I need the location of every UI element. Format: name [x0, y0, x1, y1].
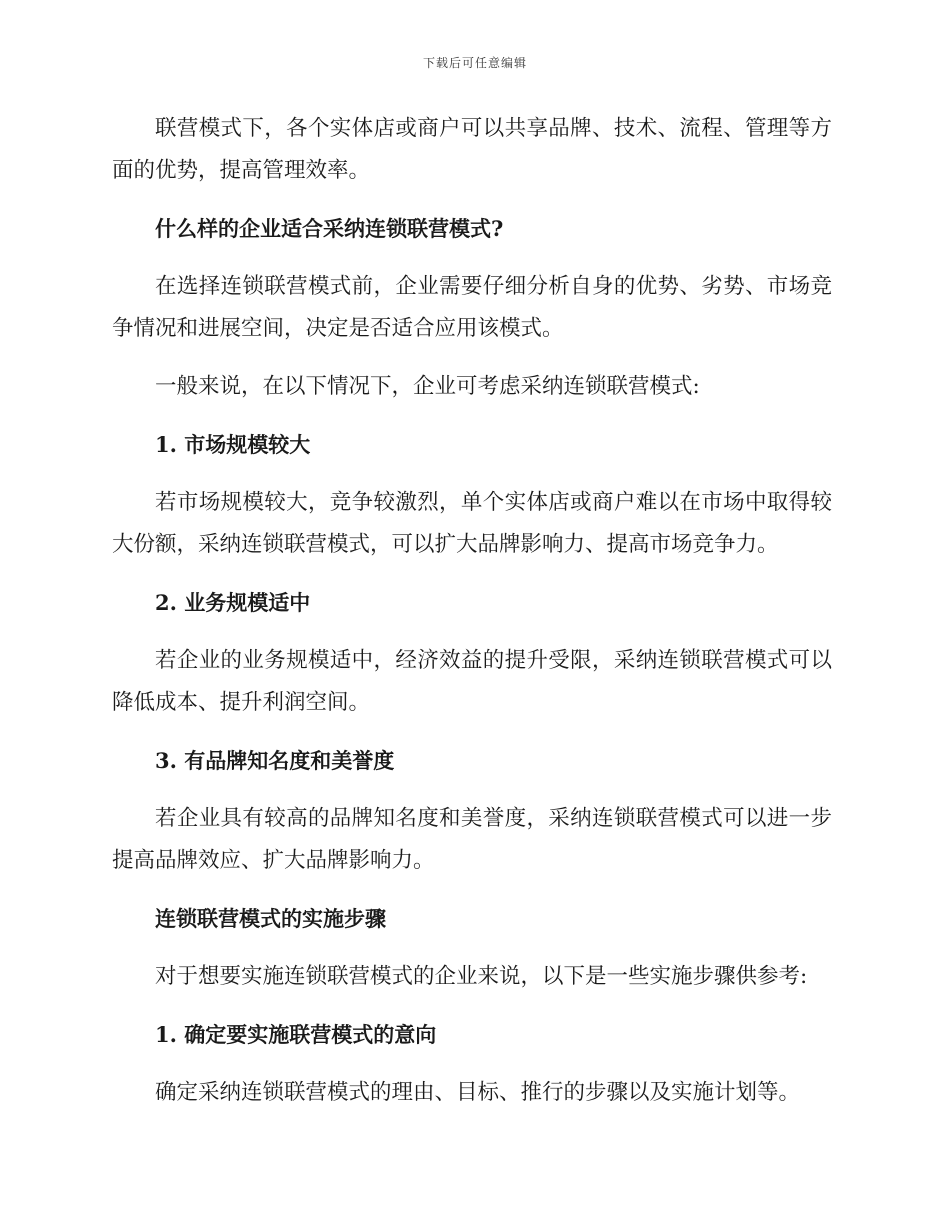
paragraph-brand-reputation: 若企业具有较高的品牌知名度和美誉度，采纳连锁联营模式可以进一步提高品牌效应、扩大品牌影响力。 — [112, 806, 832, 873]
heading-implementation-steps: 连锁联营模式的实施步骤 — [155, 906, 386, 931]
paragraph-steps-intro: 对于想要实施连锁联营模式的企业来说，以下是一些实施步骤供参考: — [155, 964, 808, 989]
paragraph-general-conditions: 一般来说，在以下情况下，企业可考虑采纳连锁联营模式: — [155, 374, 700, 399]
paragraph-analysis: 在选择连锁联营模式前，企业需要仔细分析自身的优势、劣势、市场竞争情况和进展空间，决定是否适合应用该模式。 — [112, 274, 832, 341]
heading-step-1: 1. 确定要实施联营模式的意向 — [155, 1022, 437, 1047]
paragraph-step-1: 确定采纳连锁联营模式的理由、目标、推行的步骤以及实施计划等。 — [155, 1080, 801, 1105]
heading-market-scale: 1. 市场规模较大 — [155, 432, 311, 457]
header-note: 下载后可任意编辑 — [422, 56, 527, 70]
heading-business-scale: 2. 业务规模适中 — [155, 590, 311, 615]
paragraph-shared-advantages: 联营模式下，各个实体店或商户可以共享品牌、技术、流程、管理等方面的优势，提高管理效率。 — [112, 116, 832, 183]
heading-brand-reputation: 3. 有品牌知名度和美誉度 — [155, 748, 395, 773]
heading-suitable-enterprises: 什么样的企业适合采纳连锁联营模式? — [155, 216, 504, 241]
document-body — [112, 108, 832, 1130]
paragraph-business-scale: 若企业的业务规模适中，经济效益的提升受限，采纳连锁联营模式可以降低成本、提升利润空间。 — [112, 648, 832, 715]
paragraph-market-scale: 若市场规模较大，竞争较激烈，单个实体店或商户难以在市场中取得较大份额，采纳连锁联营模式，可以扩大品牌影响力、提高市场竞争力。 — [112, 490, 832, 557]
